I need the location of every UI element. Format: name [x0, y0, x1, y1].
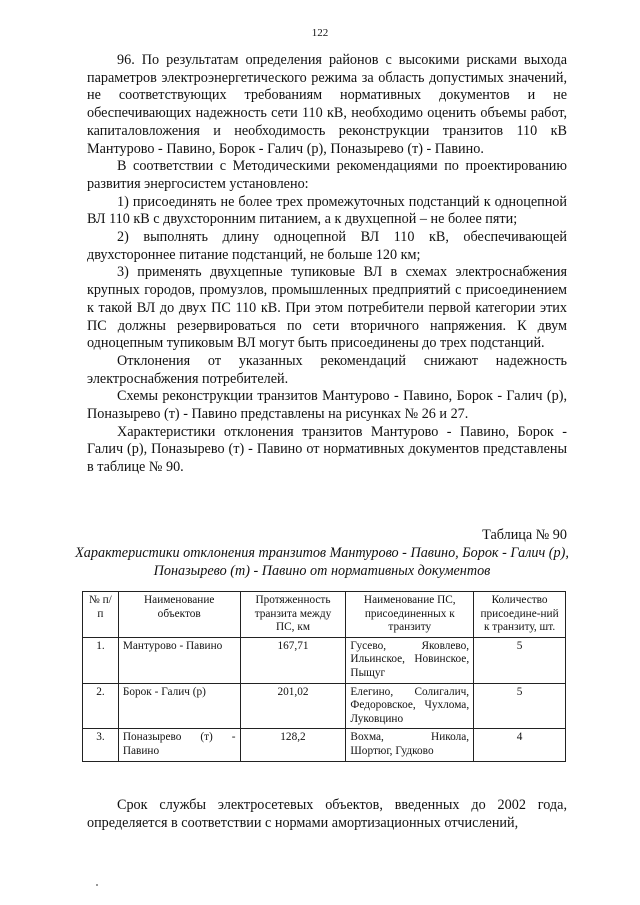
deviation-table [82, 591, 566, 762]
row-length: 128,2 [240, 729, 346, 761]
header-object-name: Наименование объектов [118, 592, 240, 638]
body-text [87, 52, 567, 477]
header-number: № п/п [83, 592, 119, 638]
row-number: 3. [83, 729, 119, 761]
row-substations: Елегино, Солигалич, Федоровское, Чухлома, Луковцино [346, 683, 474, 729]
paragraph-item-2: 2) выполнять длину одноцепной ВЛ 110 кВ, обеспечивающей двухстороннее питание подстанций, не больше 120 км; [87, 229, 567, 263]
row-substations: Гусево, Яковлево, Ильинское, Новинское, Пыщуг [346, 637, 474, 683]
table-row [83, 683, 566, 729]
table-header-row [83, 592, 566, 638]
row-length: 167,71 [240, 637, 346, 683]
table-caption: Характеристики отклонения транзитов Мантурово - Павино, Борок - Галич (р), Поназырево (т) - Павино от нормативных документов [75, 545, 569, 579]
table-row [83, 729, 566, 761]
row-number: 2. [83, 683, 119, 729]
paragraph-item-3: 3) применять двухцепные тупиковые ВЛ в схемах электроснабжения крупных городов, промузлов, промышленных предприятий с присоединением к такой ВЛ до двух ПС 110 кВ. При этом потребители первой категории этих ПС должны резервироваться по сети вторичного напряжения. К двум одноцепным тупиковым ВЛ могут быть присоединены до трех подстанций. [87, 264, 567, 352]
header-length: Протяженность транзита между ПС, км [240, 592, 346, 638]
table-label: Таблица № 90 [482, 527, 567, 543]
row-count: 5 [474, 683, 566, 729]
row-count: 5 [474, 637, 566, 683]
paragraph-item-1: 1) присоединять не более трех промежуточных подстанций к одноцепной ВЛ 110 кВ с двухсторонним питанием, а к двухцепной – не более пяти; [87, 193, 567, 228]
closing-text [87, 797, 567, 832]
paragraph-characteristics: Характеристики отклонения транзитов Мантурово - Павино, Борок - Галич (р), Поназырево (т) - Павино от нормативных документов представлены в таблице № 90. [87, 423, 567, 476]
row-number: 1. [83, 637, 119, 683]
row-object-name: Поназырево (т) - Павино [118, 729, 240, 761]
paragraph-service-life: Срок службы электросетевых объектов, введенных до 2002 года, определяется в соответствии с нормами амортизационных отчислений, [87, 797, 567, 831]
paragraph-96: 96. По результатам определения районов с высокими рисками выхода параметров электроэнергетического режима за область допустимых значений, не соответствующих требованиям нормативных документов и не обеспечивающих надежность сети 110 кВ, необходимо оценить объемы работ, капиталовложения и необходимость реконструкции транзитов 110 кВ Мантурово - Павино, Борок - Галич (р), Поназырево (т) - Павино. [87, 52, 567, 157]
paragraph-deviations: Отклонения от указанных рекомендаций снижают надежность электроснабжения потребителей. [87, 352, 567, 387]
paragraph-recommendations: В соответствии с Методическими рекомендациями по проектированию развития энергосистем установлено: [87, 158, 567, 192]
row-object-name: Мантурово - Павино [118, 637, 240, 683]
table-row [83, 637, 566, 683]
row-count: 4 [474, 729, 566, 761]
row-substations: Вохма, Никола, Шортюг, Гудково [346, 729, 474, 761]
scan-speck [96, 884, 98, 886]
row-object-name: Борок - Галич (р) [118, 683, 240, 729]
header-count: Количество присоедине-ний к транзиту, шт. [474, 592, 566, 638]
page-number: 122 [311, 27, 329, 39]
header-substations: Наименование ПС, присоединенных к транзиту [346, 592, 474, 638]
row-length: 201,02 [240, 683, 346, 729]
paragraph-schemes: Схемы реконструкции транзитов Мантурово - Павино, Борок - Галич (р), Поназырево (т) - Павино представлены на рисунках № 26 и 27. [87, 388, 567, 423]
